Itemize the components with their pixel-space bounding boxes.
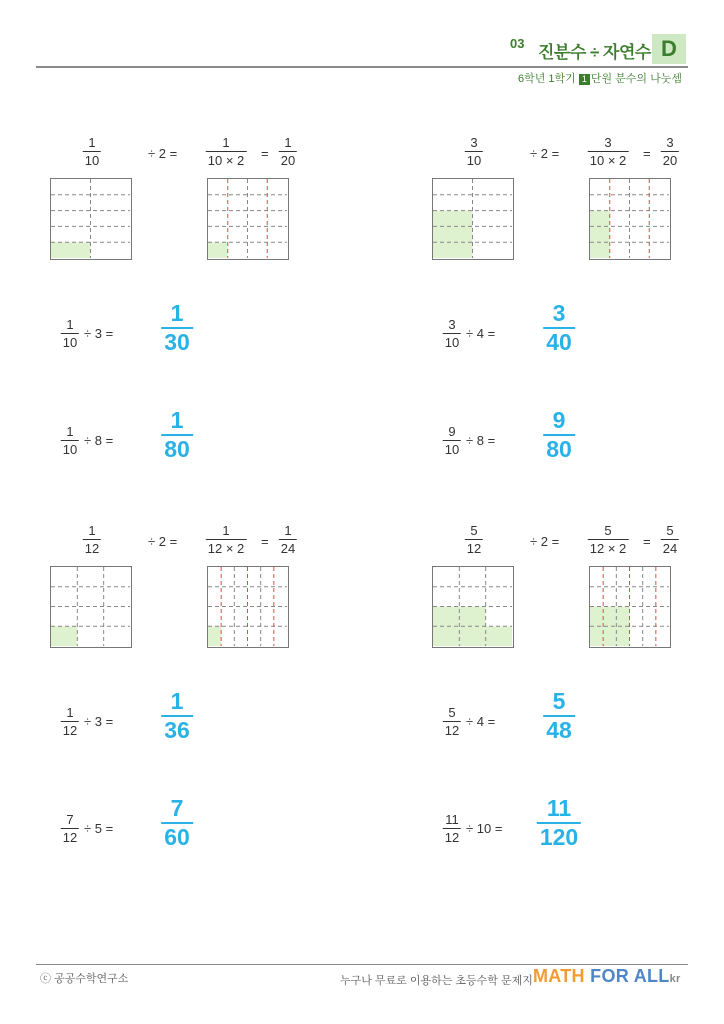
numerator: 3 — [448, 317, 456, 332]
problem-divide-op: ÷ 8 = — [466, 433, 496, 448]
fraction-bar — [206, 151, 247, 152]
numerator: 3 — [604, 135, 612, 150]
fraction-bar — [588, 151, 629, 152]
example-divide-op: ÷ 2 = — [148, 146, 178, 161]
numerator: 1 — [222, 523, 230, 538]
answer-fraction — [537, 797, 581, 849]
fraction-bar — [61, 721, 79, 722]
denominator: 12 × 2 — [207, 541, 245, 556]
example-divide-op: ÷ 2 = — [530, 534, 560, 549]
brand-for-all: FOR ALL — [590, 966, 670, 986]
brand-logo — [533, 966, 681, 987]
denominator: 24 — [662, 541, 678, 556]
denominator: 12 — [466, 541, 482, 556]
worksheet-title: 진분수 ÷ 자연수 — [538, 43, 651, 62]
answer-fraction — [161, 797, 193, 849]
numerator: 5 — [552, 688, 566, 714]
fraction-bar — [465, 539, 483, 540]
example-start-fraction — [83, 524, 101, 555]
denominator: 10 — [62, 442, 78, 457]
example-equals: = — [261, 146, 269, 161]
problem-divide-op: ÷ 3 = — [84, 326, 114, 341]
grid-svg — [433, 179, 512, 258]
denominator: 20 — [280, 153, 296, 168]
denominator: 30 — [164, 329, 190, 355]
numerator: 1 — [66, 705, 74, 720]
shaded-cell — [590, 226, 610, 242]
denominator: 36 — [164, 717, 190, 743]
shaded-cell — [590, 626, 603, 646]
numerator: 5 — [604, 523, 612, 538]
numerator: 5 — [666, 523, 674, 538]
numerator: 1 — [170, 300, 184, 326]
shaded-cell — [51, 626, 77, 646]
header-divider — [36, 66, 688, 68]
grid-before — [432, 566, 514, 648]
example-start-fraction — [465, 136, 483, 167]
shaded-cell — [616, 626, 629, 646]
shaded-cell — [616, 607, 629, 627]
denominator: 80 — [546, 436, 572, 462]
grid-svg — [433, 567, 512, 646]
fraction-bar — [443, 721, 461, 722]
fraction-bar — [279, 151, 297, 152]
subtitle-grade: 6학년 1학기 — [518, 73, 576, 85]
example-equals: = — [261, 534, 269, 549]
worksheet-number: 03 — [510, 36, 525, 51]
answer-fraction — [543, 302, 575, 354]
numerator: 5 — [470, 523, 478, 538]
numerator: 11 — [445, 812, 459, 827]
grid-after — [207, 178, 289, 260]
subtitle-unit: 단원 분수의 나눗셈 — [590, 73, 682, 85]
numerator: 3 — [552, 300, 566, 326]
grid-after — [207, 566, 289, 648]
example-middle-fraction — [588, 524, 629, 555]
problem-divide-op: ÷ 4 = — [466, 326, 496, 341]
example-start-fraction — [83, 136, 101, 167]
grid-before — [432, 178, 514, 260]
footer-divider — [36, 964, 688, 965]
shaded-cell — [603, 607, 616, 627]
denominator: 20 — [662, 153, 678, 168]
example-equals: = — [643, 146, 651, 161]
grid-after — [589, 566, 671, 648]
denominator: 48 — [546, 717, 572, 743]
example-middle-fraction — [588, 136, 629, 167]
denominator: 12 — [444, 830, 460, 845]
numerator: 1 — [88, 523, 96, 538]
shaded-cell — [433, 607, 459, 627]
problem-fraction — [61, 425, 79, 456]
example-divide-op: ÷ 2 = — [148, 534, 178, 549]
grid-svg — [51, 179, 130, 258]
numerator: 1 — [170, 407, 184, 433]
numerator: 7 — [66, 812, 74, 827]
grid-after — [589, 178, 671, 260]
shaded-cell — [433, 226, 473, 242]
shaded-cell — [208, 242, 228, 258]
example-result-fraction — [661, 136, 679, 167]
fraction-bar — [443, 440, 461, 441]
numerator: 7 — [170, 795, 184, 821]
denominator: 12 — [62, 830, 78, 845]
numerator: 1 — [222, 135, 230, 150]
answer-fraction — [161, 409, 193, 461]
problem-fraction — [443, 318, 461, 349]
shaded-cell — [486, 626, 512, 646]
problem-divide-op: ÷ 3 = — [84, 714, 114, 729]
shaded-cell — [590, 607, 603, 627]
denominator: 10 — [444, 335, 460, 350]
unit-number-badge: 1 — [579, 74, 590, 85]
example-middle-fraction — [206, 524, 247, 555]
problem-fraction — [443, 706, 461, 737]
denominator: 10 × 2 — [207, 153, 245, 168]
shaded-cell — [459, 607, 485, 627]
problem-divide-op: ÷ 10 = — [466, 821, 503, 836]
answer-fraction — [543, 690, 575, 742]
shaded-cell — [433, 211, 473, 227]
example-result-fraction — [279, 136, 297, 167]
denominator: 10 — [62, 335, 78, 350]
shaded-cell — [433, 626, 459, 646]
shaded-cell — [590, 211, 610, 227]
fraction-bar — [61, 828, 79, 829]
copyright-text: ⓒ 공공수학연구소 — [40, 973, 129, 985]
shaded-cell — [459, 626, 485, 646]
shaded-cell — [208, 626, 221, 646]
denominator: 24 — [280, 541, 296, 556]
example-middle-fraction — [206, 136, 247, 167]
fraction-bar — [443, 333, 461, 334]
grid-svg — [51, 567, 130, 646]
shaded-cell — [51, 242, 91, 258]
example-result-fraction — [661, 524, 679, 555]
numerator: 3 — [470, 135, 478, 150]
problem-fraction — [443, 813, 461, 844]
answer-fraction — [161, 690, 193, 742]
problem-divide-op: ÷ 5 = — [84, 821, 114, 836]
numerator: 9 — [448, 424, 456, 439]
level-badge: D — [652, 34, 686, 64]
problem-fraction — [61, 318, 79, 349]
grid-svg — [590, 567, 669, 646]
problem-divide-op: ÷ 8 = — [84, 433, 114, 448]
fraction-bar — [61, 333, 79, 334]
denominator: 12 × 2 — [589, 541, 627, 556]
problem-fraction — [61, 813, 79, 844]
answer-fraction — [161, 302, 193, 354]
fraction-bar — [443, 828, 461, 829]
fraction-bar — [83, 539, 101, 540]
shaded-cell — [433, 242, 473, 258]
worksheet-subtitle — [518, 70, 682, 86]
answer-fraction — [543, 409, 575, 461]
denominator: 10 × 2 — [589, 153, 627, 168]
fraction-bar — [61, 440, 79, 441]
fraction-bar — [83, 151, 101, 152]
grid-svg — [208, 567, 287, 646]
denominator: 10 — [444, 442, 460, 457]
example-start-fraction — [465, 524, 483, 555]
numerator: 1 — [284, 135, 292, 150]
numerator: 11 — [546, 795, 572, 821]
denominator: 12 — [84, 541, 100, 556]
problem-fraction — [443, 425, 461, 456]
problem-divide-op: ÷ 4 = — [466, 714, 496, 729]
denominator: 12 — [444, 723, 460, 738]
grid-before — [50, 566, 132, 648]
brand-math: MATH — [533, 966, 585, 986]
numerator: 1 — [66, 424, 74, 439]
denominator: 10 — [466, 153, 482, 168]
numerator: 1 — [170, 688, 184, 714]
denominator: 10 — [84, 153, 100, 168]
numerator: 3 — [666, 135, 674, 150]
fraction-bar — [465, 151, 483, 152]
numerator: 1 — [88, 135, 96, 150]
numerator: 1 — [284, 523, 292, 538]
example-divide-op: ÷ 2 = — [530, 146, 560, 161]
brand-kr: kr — [669, 973, 681, 985]
numerator: 5 — [448, 705, 456, 720]
grid-svg — [590, 179, 669, 258]
example-result-fraction — [279, 524, 297, 555]
shaded-cell — [590, 242, 610, 258]
numerator: 1 — [66, 317, 74, 332]
problem-fraction — [61, 706, 79, 737]
fraction-bar — [279, 539, 297, 540]
denominator: 12 — [62, 723, 78, 738]
grid-before — [50, 178, 132, 260]
numerator: 9 — [552, 407, 566, 433]
grid-svg — [208, 179, 287, 258]
example-equals: = — [643, 534, 651, 549]
fraction-bar — [661, 539, 679, 540]
denominator: 40 — [546, 329, 572, 355]
denominator: 80 — [164, 436, 190, 462]
shaded-cell — [603, 626, 616, 646]
denominator: 120 — [539, 824, 579, 850]
fraction-bar — [588, 539, 629, 540]
fraction-bar — [206, 539, 247, 540]
denominator: 60 — [164, 824, 190, 850]
fraction-bar — [661, 151, 679, 152]
footer-tagline: 누구나 무료로 이용하는 초등수학 문제지 — [340, 975, 533, 987]
